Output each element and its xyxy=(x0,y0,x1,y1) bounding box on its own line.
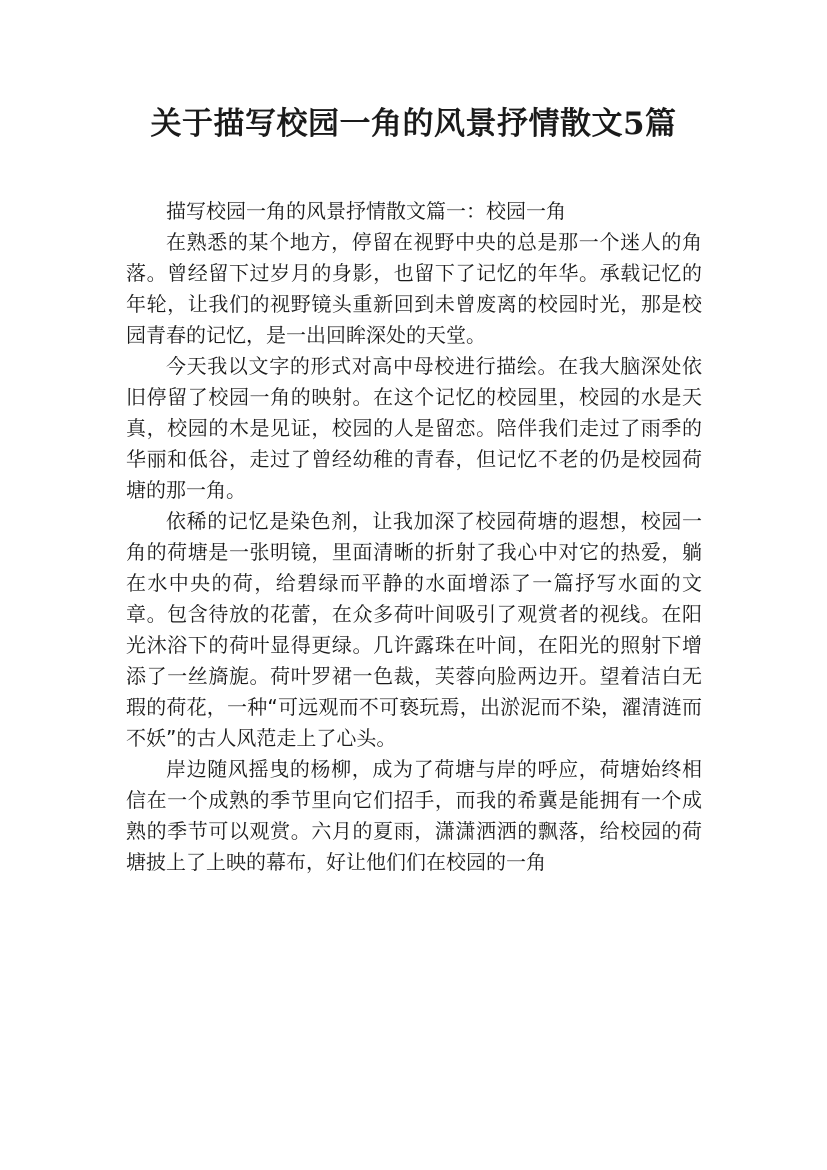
section-heading: 描写校园一角的风景抒情散文篇一：校园一角 xyxy=(166,199,566,223)
document-body xyxy=(126,196,702,878)
paragraph-4: 岸边随风摇曳的杨柳，成为了荷塘与岸的呼应，荷塘始终相信在一个成熟的季节里向它们招手，而我的希冀是能拥有一个成熟的季节可以观赏。六月的夏雨，潇潇洒洒的飘落，给校园的荷塘披上了上映的幕布，好让他们们在校园的一角 xyxy=(126,757,702,874)
document-title: 关于描写校园一角的风景抒情散文5篇 xyxy=(150,106,677,142)
paragraph-2: 今天我以文字的形式对高中母校进行描绘。在我大脑深处依旧停留了校园一角的映射。在这个记忆的校园里，校园的水是天真，校园的木是见证，校园的人是留恋。陪伴我们走过了雨季的华丽和低谷，走过了曾经幼稚的青春，但记忆不老的仍是校园荷塘的那一角。 xyxy=(126,354,702,502)
paragraph-1: 在熟悉的某个地方，停留在视野中央的总是那一个迷人的角落。曾经留下过岁月的身影，也留下了记忆的年华。承载记忆的年轮，让我们的视野镜头重新回到未曾废离的校园时光，那是校园青春的记忆，是一出回眸深处的天堂。 xyxy=(126,230,702,347)
paragraph-3: 依稀的记忆是染色剂，让我加深了校园荷塘的遐想，校园一角的荷塘是一张明镜，里面清晰的折射了我心中对它的热爱，躺在水中央的荷，给碧绿而平静的水面增添了一篇抒写水面的文章。包含待放的花蕾，在众多荷叶间吸引了观赏者的视线。在阳光沐浴下的荷叶显得更绿。几许露珠在叶间，在阳光的照射下增添了一丝旖旎。荷叶罗裙一色裁，芙蓉向脸两边开。望着洁白无瑕的荷花，一种“可远观而不可亵玩焉，出淤泥而不染，濯清涟而不妖”的古人风范走上了心头。 xyxy=(126,509,702,750)
